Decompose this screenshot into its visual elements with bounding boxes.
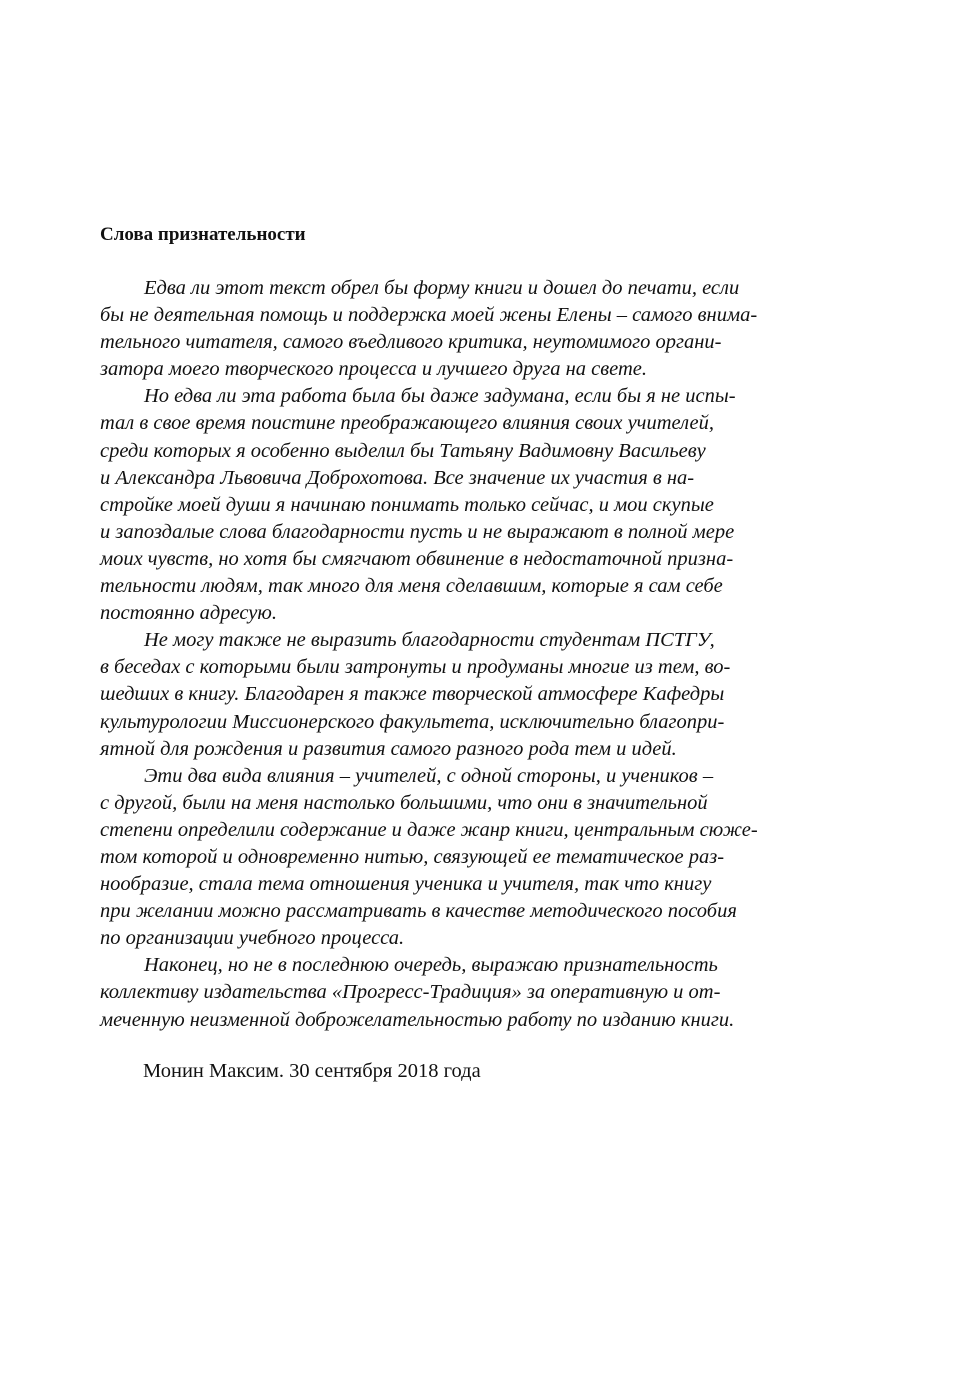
text-line: ятной для рождения и развития самого разного рода тем и идей. <box>100 737 677 760</box>
text-line: меченную неизменной доброжелательностью работу по изданию книги. <box>100 1008 735 1031</box>
text-line: Но едва ли эта работа была бы даже задумана, если бы я не испы- <box>144 385 736 408</box>
section-heading: Слова признательности <box>100 224 306 245</box>
text-line: в беседах с которыми были затронуты и продуманы многие из тем, во- <box>100 656 731 679</box>
acknowledgement-text <box>100 275 820 1034</box>
text-line: Едва ли этот текст обрел бы форму книги и дошел до печати, если <box>144 277 740 299</box>
text-line: Не могу также не выразить благодарности студентам ПСТГУ, <box>144 629 715 652</box>
text-line: постоянно адресую. <box>100 602 277 625</box>
text-line: затора моего творческого процесса и лучшего друга на свете. <box>100 358 648 381</box>
text-line: тельности людям, так много для меня сделавшим, которые я сам себе <box>100 575 723 598</box>
text-line: при желании можно рассматривать в качестве методического пособия <box>100 900 737 923</box>
text-line: по организации учебного процесса. <box>100 927 405 950</box>
text-line: моих чувств, но хотя бы смягчают обвинение в недостаточной призна- <box>100 547 734 570</box>
text-line: том которой и одновременно нитью, связующей ее тематическое раз- <box>100 845 725 868</box>
text-line: шедших в книгу. Благодарен я также творческой атмосфере Кафедры <box>100 683 725 706</box>
text-line: Эти два вида влияния – учителей, с одной стороны, и учеников – <box>144 764 714 787</box>
text-line: среди которых я особенно выделил бы Татьяну Вадимовну Васильеву <box>100 439 706 462</box>
text-line: коллективу издательства «Прогресс-Традиция» за оперативную и от- <box>100 981 721 1004</box>
text-line: тал в свое время поистине преображающего влияния своих учителей, <box>100 412 715 435</box>
text-line: и запоздалые слова благодарности пусть и не выражают в полной мере <box>100 520 735 543</box>
text-line: нообразие, стала тема отношения ученика и учителя, так что книгу <box>100 873 712 896</box>
text-line: и Александра Львовича Доброхотова. Все значение их участия в на- <box>100 466 695 489</box>
text-line: Наконец, но не в последнюю очередь, выражаю признательность <box>144 954 718 977</box>
author-signature: Монин Максим. 30 сентября 2018 года <box>143 1060 481 1082</box>
text-line: степени определили содержание и даже жанр книги, центральным сюже- <box>100 818 758 841</box>
text-line: бы не деятельная помощь и поддержка моей жены Елены – самого внима- <box>100 304 758 327</box>
text-line: с другой, были на меня настолько большими, что они в значительной <box>100 791 708 814</box>
text-line: стройке моей души я начинаю понимать только сейчас, и мои скупые <box>100 493 714 516</box>
text-line: культурологии Миссионерского факультета, исключительно благопри- <box>100 710 725 733</box>
text-line: тельного читателя, самого въедливого критика, неутомимого органи- <box>100 331 722 354</box>
